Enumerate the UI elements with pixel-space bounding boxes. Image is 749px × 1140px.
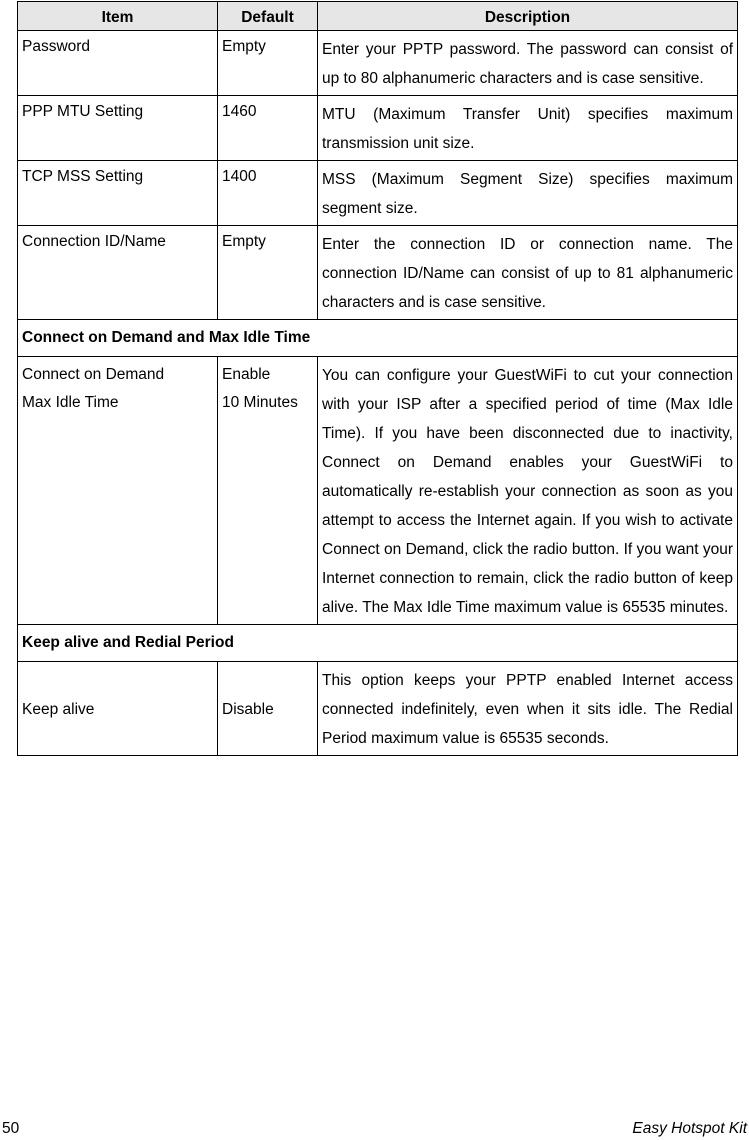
cell-default: 1460: [218, 96, 318, 161]
table-row-connection-id: [18, 226, 738, 320]
cell-description: Enter the connection ID or connection name. The connection ID/Name can consist of up to 81 alphanumeric characters and is case sensitive.: [318, 226, 738, 320]
header-default: Default: [218, 2, 318, 31]
table-row-connect-on-demand: [18, 357, 738, 388]
cell-description: MSS (Maximum Segment Size) specifies maximum segment size.: [318, 161, 738, 226]
cell-item: TCP MSS Setting: [18, 161, 218, 226]
cell-item: Connection ID/Name: [18, 226, 218, 320]
cell-item: Password: [18, 31, 218, 96]
cell-description: You can configure your GuestWiFi to cut your connection with your ISP after a specified period of time (Max Idle Time). If you have been disconnected due to inactivity, Connect on Demand enables your GuestWiFi to automatically re-establish your connection as soon as you attempt to access the Internet again. If you wish to activate Connect on Demand, click the radio button. If you want your Internet connection to remain, click the radio button of keep alive. The Max Idle Time maximum value is 65535 minutes.: [318, 357, 738, 625]
section-title: Keep alive and Redial Period: [18, 625, 738, 662]
section-row-keep-alive: [18, 625, 738, 662]
cell-default: Empty: [218, 31, 318, 96]
cell-item: Keep alive: [18, 662, 218, 756]
cell-default: Empty: [218, 226, 318, 320]
cell-default: Disable: [218, 662, 318, 756]
table-row-keep-alive: [18, 662, 738, 756]
table-row-ppp-mtu: [18, 96, 738, 161]
header-item: Item: [18, 2, 218, 31]
cell-default: 1400: [218, 161, 318, 226]
settings-table: [17, 1, 738, 756]
document-title: Easy Hotspot Kit: [632, 1120, 747, 1137]
cell-description: This option keeps your PPTP enabled Internet access connected indefinitely, even when it sits idle. The Redial Period maximum value is 65535 seconds.: [318, 662, 738, 756]
table-row-tcp-mss: [18, 161, 738, 226]
cell-item: Connect on Demand: [18, 357, 218, 388]
cell-default: 10 Minutes: [218, 387, 318, 625]
cell-item: Max Idle Time: [18, 387, 218, 625]
page-number: 50: [2, 1120, 20, 1137]
section-title: Connect on Demand and Max Idle Time: [18, 320, 738, 357]
table-header-row: [18, 2, 738, 31]
cell-description: MTU (Maximum Transfer Unit) specifies maximum transmission unit size.: [318, 96, 738, 161]
section-row-connect-on-demand: [18, 320, 738, 357]
cell-description: Enter your PPTP password. The password can consist of up to 80 alphanumeric characters and is case sensitive.: [318, 31, 738, 96]
table-row-password: [18, 31, 738, 96]
cell-default: Enable: [218, 357, 318, 388]
cell-item: PPP MTU Setting: [18, 96, 218, 161]
header-description: Description: [318, 2, 738, 31]
